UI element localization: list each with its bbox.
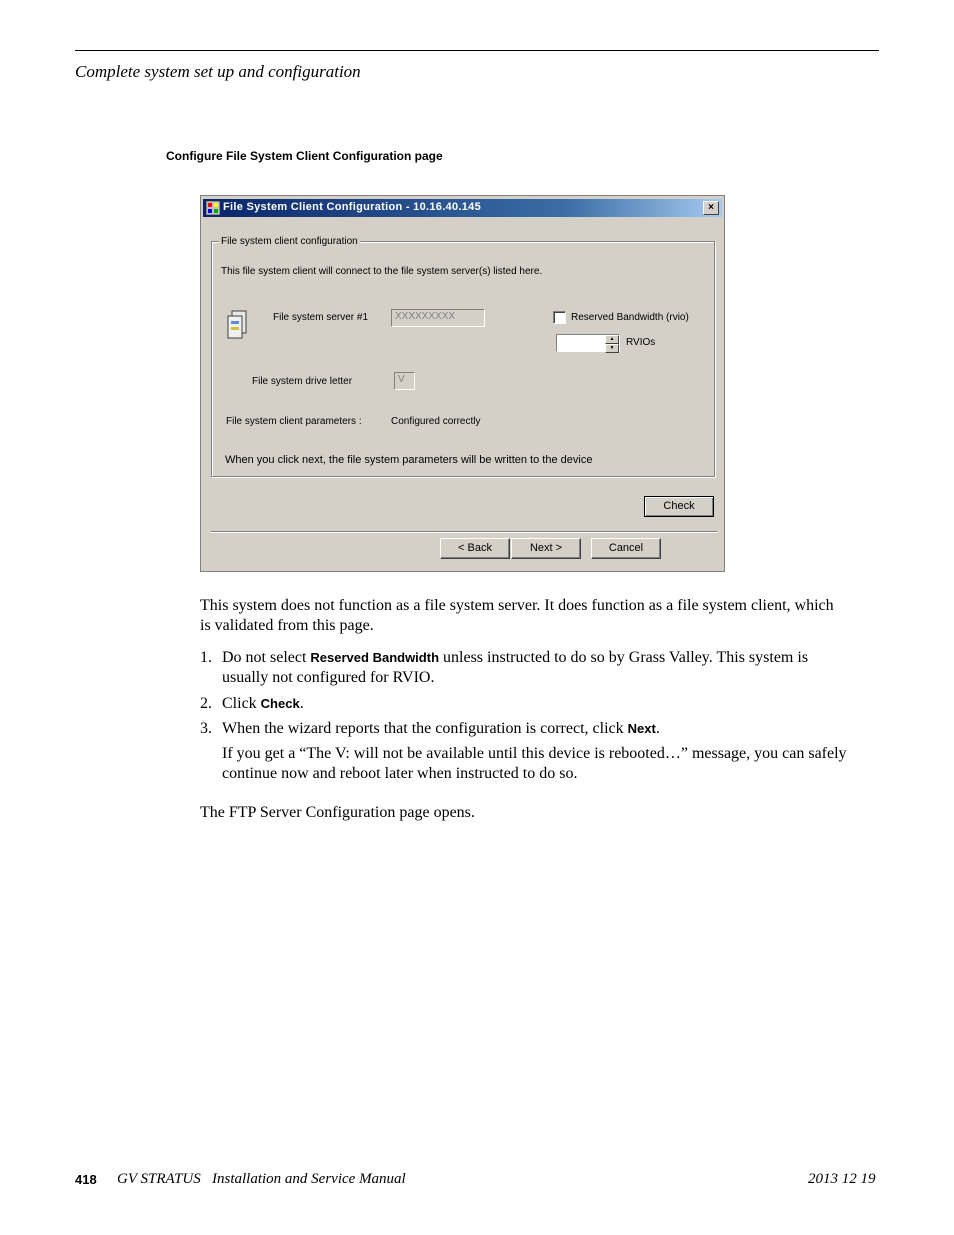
server-label: File system server #1 <box>273 312 369 323</box>
next-button[interactable]: Next > <box>511 538 581 559</box>
cancel-button[interactable]: Cancel <box>591 538 661 559</box>
dialog-titlebar[interactable] <box>203 199 722 217</box>
reserved-bandwidth-checkbox[interactable] <box>553 311 566 324</box>
step-2-number: 2. <box>200 695 212 712</box>
intro-paragraph: This system does not function as a file system server. It does function as a file system client, which is validated from this page. <box>200 597 834 634</box>
rvio-stepper[interactable] <box>556 334 620 352</box>
dialog-title: File System Client Configuration - 10.16.40.145 <box>223 201 482 213</box>
check-button[interactable]: Check <box>644 496 714 517</box>
params-label: File system client parameters : <box>226 416 362 427</box>
drive-letter-label: File system drive letter <box>252 376 353 387</box>
step-1: Do not select Reserved Bandwidth unless instructed to do so by Grass Valley. This system is usually not configured for RVIO. <box>222 649 809 686</box>
back-button[interactable]: < Back <box>440 538 510 559</box>
stepper-down-icon[interactable]: ▼ <box>605 344 619 353</box>
page-number: 418 <box>75 1172 97 1187</box>
params-status: Configured correctly <box>391 416 481 427</box>
reboot-note: If you get a “The V: will not be available until this device is rebooted…” message, you can safely continue now and reboot later when instructed to do so. <box>222 745 847 782</box>
app-icon <box>206 201 220 215</box>
figure-caption: Configure File System Client Configuration page <box>166 149 443 163</box>
server-icon <box>225 309 251 339</box>
step-2: Click Check. <box>222 695 304 712</box>
reserved-bandwidth-label: Reserved Bandwidth (rvio) <box>571 312 689 323</box>
step-3-number: 3. <box>200 720 212 737</box>
stepper-buttons[interactable] <box>605 335 619 351</box>
notice-text: When you click next, the file system parameters will be written to the device <box>225 454 593 466</box>
section-title: Complete system set up and configuration <box>75 62 361 81</box>
close-icon[interactable]: × <box>703 201 719 215</box>
stepper-up-icon[interactable]: ▲ <box>605 335 619 344</box>
publication-date: 2013 12 19 <box>808 1171 876 1187</box>
header-rule <box>75 50 879 51</box>
drive-letter-field[interactable]: V <box>394 372 415 390</box>
outro-paragraph: The FTP Server Configuration page opens. <box>200 804 475 821</box>
step-1-number: 1. <box>200 649 212 666</box>
step-3: When the wizard reports that the configuration is correct, click Next. <box>222 720 660 737</box>
manual-title: GV STRATUS Installation and Service Manual <box>117 1171 406 1187</box>
button-separator <box>211 531 717 533</box>
intro-text: This file system client will connect to the file system server(s) listed here. <box>221 266 543 277</box>
server-field[interactable]: XXXXXXXXX <box>391 309 485 327</box>
rvio-label: RVIOs <box>626 337 656 348</box>
file-system-client-dialog <box>200 195 725 572</box>
group-label: File system client configuration <box>221 236 358 247</box>
